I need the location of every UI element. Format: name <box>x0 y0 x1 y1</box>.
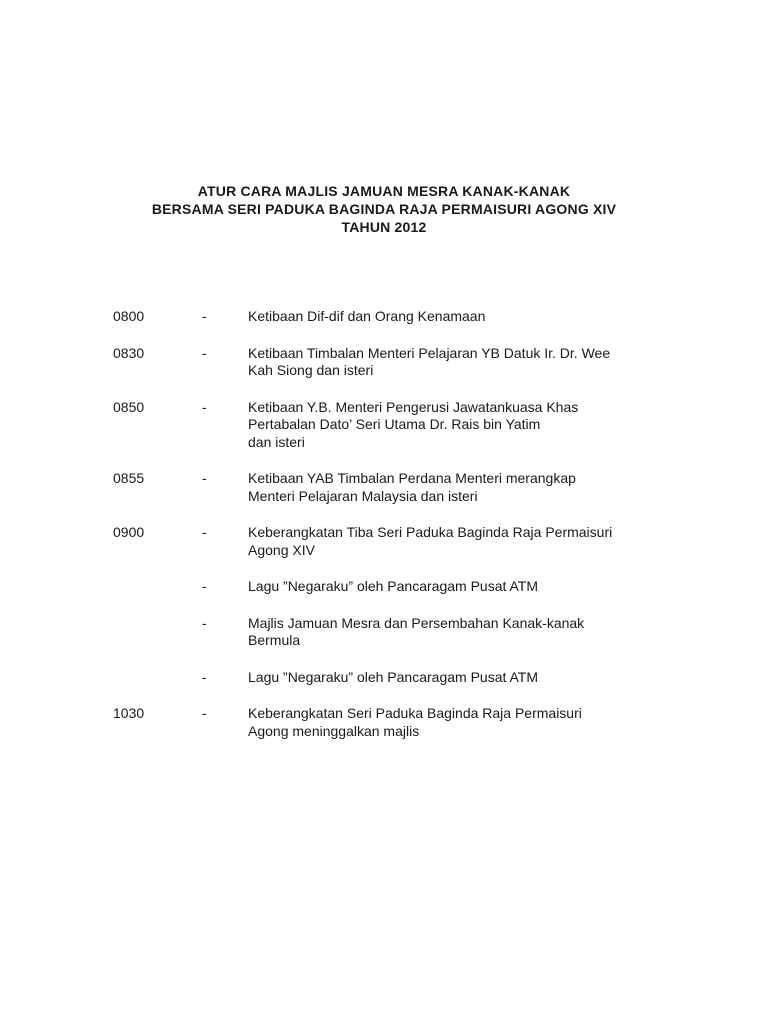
schedule-description-line: Keberangkatan Tiba Seri Paduka Baginda Raja Permaisuri <box>248 524 613 540</box>
title-line-3: TAHUN 2012 <box>341 219 427 235</box>
schedule-row <box>113 345 673 380</box>
schedule-description-line: Lagu ”Negaraku” oleh Pancaragam Pusat ATM <box>248 578 539 594</box>
schedule-row <box>113 470 673 505</box>
schedule-description-line: Ketibaan Y.B. Menteri Pengerusi Jawatankuasa Khas <box>248 398 579 415</box>
schedule-time: 0900 <box>113 524 145 540</box>
schedule-dash: - <box>202 705 207 721</box>
schedule-description <box>248 578 673 596</box>
schedule-time: 0800 <box>113 308 145 324</box>
schedule-time: 0850 <box>113 398 145 415</box>
schedule-description-line: Ketibaan Timbalan Menteri Pelajaran YB Datuk Ir. Dr. Wee <box>248 344 611 361</box>
schedule-dash: - <box>202 578 207 594</box>
schedule-time: 0855 <box>113 470 145 486</box>
schedule-description-line: Agong XIV <box>248 541 315 558</box>
schedule-description-line: Pertabalan Dato’ Seri Utama Dr. Rais bin Yatim <box>248 416 541 432</box>
schedule-dash: - <box>202 668 207 685</box>
schedule-row <box>113 615 673 650</box>
schedule-description <box>248 470 673 505</box>
schedule-dash: - <box>202 614 207 631</box>
schedule-row <box>113 308 673 326</box>
schedule-description-line: Lagu ”Negaraku” oleh Pancaragam Pusat ATM <box>248 668 539 685</box>
schedule-dash: - <box>202 470 207 486</box>
schedule-time: 0830 <box>113 344 145 361</box>
schedule-row <box>113 705 673 740</box>
schedule-dash: - <box>202 344 207 361</box>
schedule-dash: - <box>202 398 207 415</box>
schedule-time: 1030 <box>113 705 145 721</box>
schedule-row <box>113 524 673 559</box>
schedule-description-line: Ketibaan YAB Timbalan Perdana Menteri merangkap <box>248 470 576 486</box>
schedule-row <box>113 669 673 687</box>
schedule-list <box>113 308 673 759</box>
schedule-description <box>248 524 673 559</box>
schedule-description <box>248 345 673 380</box>
schedule-description <box>248 615 673 650</box>
schedule-description-line: Menteri Pelajaran Malaysia dan isteri <box>248 487 478 504</box>
schedule-description <box>248 308 673 326</box>
schedule-row <box>113 399 673 452</box>
schedule-row <box>113 578 673 596</box>
schedule-dash: - <box>202 308 207 324</box>
schedule-description <box>248 399 673 452</box>
title-line-1: ATUR CARA MAJLIS JAMUAN MESRA KANAK-KANAK <box>197 183 571 199</box>
schedule-description-line: Ketibaan Dif-dif dan Orang Kenamaan <box>248 308 486 324</box>
schedule-description-line: Kah Siong dan isteri <box>248 362 374 378</box>
schedule-description-line: Keberangkatan Seri Paduka Baginda Raja Permaisuri <box>248 705 582 721</box>
schedule-description-line: dan isteri <box>248 433 305 450</box>
schedule-dash: - <box>202 524 207 540</box>
schedule-description-line: Bermula <box>248 632 301 648</box>
schedule-description <box>248 669 673 687</box>
title-line-2: BERSAMA SERI PADUKA BAGINDA RAJA PERMAISURI AGONG XIV <box>151 201 617 217</box>
schedule-description-line: Agong meninggalkan majlis <box>248 722 420 739</box>
schedule-description <box>248 705 673 740</box>
document-title <box>0 182 768 236</box>
schedule-description-line: Majlis Jamuan Mesra dan Persembahan Kanak-kanak <box>248 614 585 631</box>
